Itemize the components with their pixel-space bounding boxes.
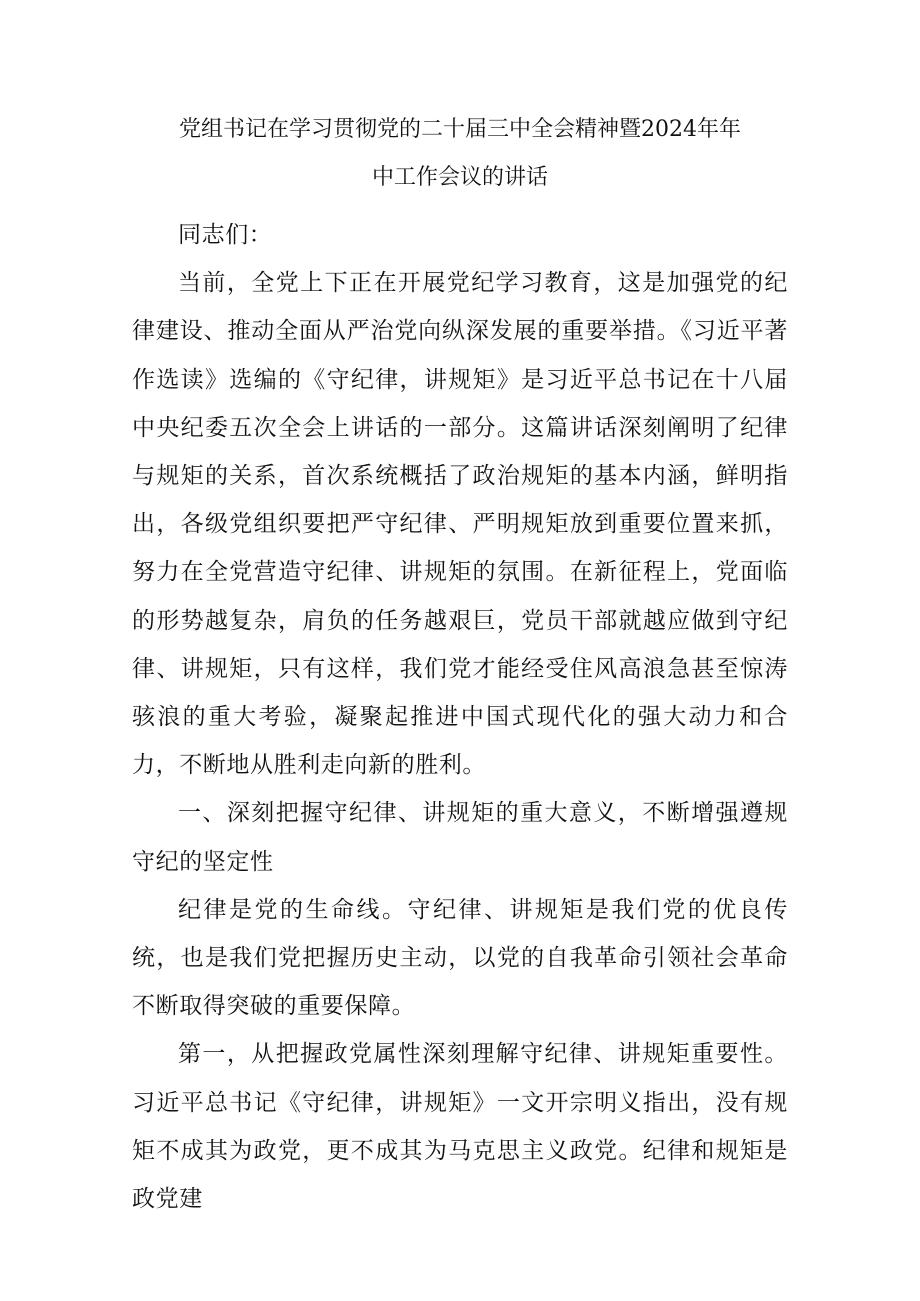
document-title-line-2: 中工作会议的讲话	[371, 165, 548, 190]
salutation: 同志们：	[178, 222, 273, 248]
document-body	[132, 211, 788, 1223]
paragraph-intro: 当前，全党上下正在开展党纪学习教育，这是加强党的纪律建设、推动全面从严治党向纵深发展的重要举措。《习近平著作选读》选编的《守纪律，讲规矩》是习近平总书记在十八届中央纪委五次全会上讲话的一部分。这篇讲话深刻阐明了纪律与规矩的关系，首次系统概括了政治规矩的基本内涵，鲜明指出，各级党组织要把严守纪律、严明规矩放到重要位置来抓，努力在全党营造守纪律、讲规矩的氛围。在新征程上，党面临的形势越复杂，肩负的任务越艰巨，党员干部就越应做到守纪律、讲规矩，只有这样，我们党才能经受住风高浪急甚至惊涛骇浪的重大考验，凝聚起推进中国式现代化的强大动力和合力，不断地从胜利走向新的胜利。	[132, 270, 788, 779]
document-title-line-1: 党组书记在学习贯彻党的二十届三中全会精神暨2024年年	[179, 117, 741, 142]
paragraph-discipline: 纪律是党的生命线。守纪律、讲规矩是我们党的优良传统，也是我们党把握历史主动，以党的自我革命引领社会革命不断取得突破的重要保障。	[132, 896, 788, 1020]
paragraph-first-point: 第一，从把握政党属性深刻理解守纪律、讲规矩重要性。习近平总书记《守纪律，讲规矩》一文开宗明义指出，没有规矩不成其为政党，更不成其为马克思主义政党。纪律和规矩是政党建	[132, 1041, 788, 1213]
section-heading-1: 一、深刻把握守纪律、讲规矩的重大意义，不断增强遵规守纪的坚定性	[132, 800, 788, 875]
